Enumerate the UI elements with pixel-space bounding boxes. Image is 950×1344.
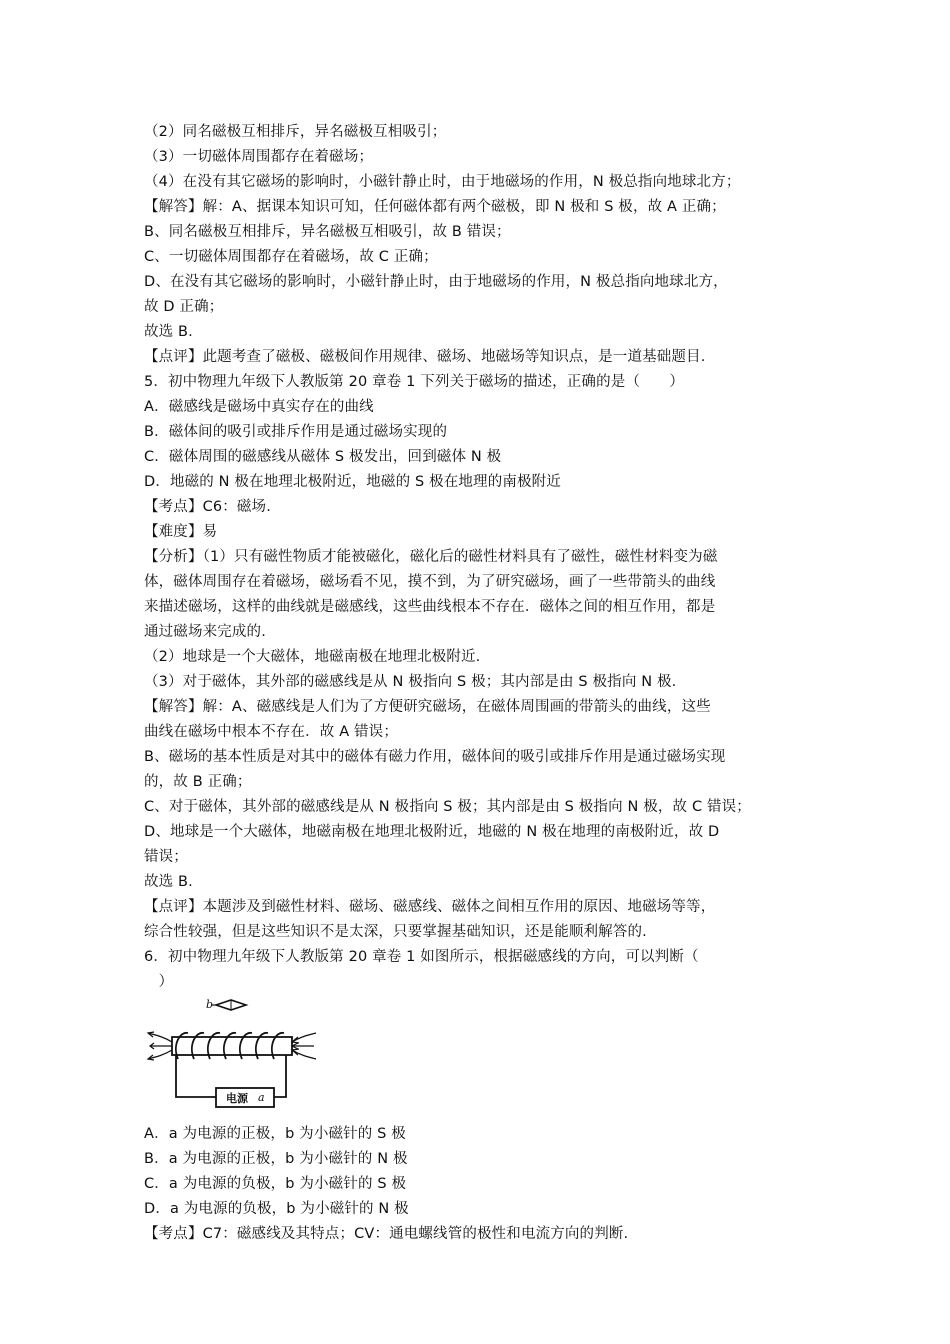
document-body bbox=[144, 120, 812, 1247]
text-line: 错误； bbox=[144, 849, 188, 865]
text-line: B、磁场的基本性质是对其中的磁体有磁力作用，磁体间的吸引或排斥作用是通过磁场实现 bbox=[144, 749, 726, 765]
text-line: 【解答】解：A、据课本知识可知，任何磁体都有两个磁极，即 N 极和 S 极，故 A 正确； bbox=[144, 199, 726, 215]
text-line: 通过磁场来完成的. bbox=[144, 624, 266, 640]
text-line: B、同名磁极互相排斥，异名磁极互相吸引，故 B 错误； bbox=[144, 224, 511, 240]
text-line: （2）地球是一个大磁体，地磁南极在地理北极附近. bbox=[144, 649, 481, 665]
needle-label: b bbox=[206, 998, 214, 1011]
text-line: 故选 B. bbox=[144, 324, 193, 340]
text-line: 综合性较强，但是这些知识不是太深，只要掌握基础知识，还是能顺利解答的. bbox=[144, 924, 647, 940]
power-source-label: 电源 bbox=[226, 1092, 248, 1105]
text-line: ） bbox=[144, 974, 174, 990]
text-line: C．a 为电源的负极，b 为小磁针的 S 极 bbox=[144, 1176, 407, 1192]
text-line: 体，磁体周围存在着磁场，磁场看不见，摸不到，为了研究磁场，画了一些带箭头的曲线 bbox=[144, 574, 716, 590]
text-line: D．a 为电源的负极，b 为小磁针的 N 极 bbox=[144, 1201, 409, 1217]
text-line: 【点评】本题涉及到磁性材料、磁场、磁感线、磁体之间相互作用的原因、地磁场等等， bbox=[144, 899, 716, 915]
text-line: D、地球是一个大磁体，地磁南极在地理北极附近，地磁的 N 极在地理的南极附近，故 D bbox=[144, 824, 720, 840]
text-line: C．磁体周围的磁感线从磁体 S 极发出，回到磁体 N 极 bbox=[144, 449, 502, 465]
text-line: 【解答】解：A、磁感线是人们为了方便研究磁场，在磁体周围画的带箭头的曲线，这些 bbox=[144, 699, 711, 715]
field-lines-left bbox=[148, 1032, 172, 1060]
text-line: 【点评】此题考查了磁极、磁极间作用规律、磁场、地磁场等知识点，是一道基础题目. bbox=[144, 349, 706, 365]
text-line: 【分析】（1）只有磁性物质才能被磁化，磁化后的磁性材料具有了磁性，磁性材料变为磁 bbox=[144, 549, 718, 565]
text-line: 的，故 B 正确； bbox=[144, 774, 252, 790]
text-line: （4）在没有其它磁场的影响时，小磁针静止时，由于地磁场的作用，N 极总指向地球北方； bbox=[144, 174, 741, 190]
text-line: 故选 B. bbox=[144, 874, 193, 890]
text-line: 【难度】易 bbox=[144, 524, 218, 540]
text-block-before-figure bbox=[144, 120, 812, 995]
text-line: C、一切磁体周围都存在着磁场，故 C 正确； bbox=[144, 249, 438, 265]
text-line: D、在没有其它磁场的影响时，小磁针静止时，由于地磁场的作用，N 极总指向地球北方， bbox=[144, 274, 728, 290]
text-line: （3）对于磁体，其外部的磁感线是从 N 极指向 S 极；其内部是由 S 极指向 N 极. bbox=[144, 674, 677, 690]
text-line: 故 D 正确； bbox=[144, 299, 224, 315]
text-line: （2）同名磁极互相排斥，异名磁极互相吸引； bbox=[144, 124, 447, 140]
solenoid-diagram bbox=[146, 997, 326, 1120]
field-lines-right bbox=[292, 1033, 316, 1059]
text-line: B．a 为电源的正极，b 为小磁针的 N 极 bbox=[144, 1151, 408, 1167]
text-line: C、对于磁体，其外部的磁感线是从 N 极指向 S 极；其内部是由 S 极指向 N 极，故 C 错误； bbox=[144, 799, 751, 815]
text-line: （3）一切磁体周围都存在着磁场； bbox=[144, 149, 374, 165]
text-block-after-figure bbox=[144, 1122, 812, 1247]
text-line: 【考点】C6：磁场. bbox=[144, 499, 271, 515]
circuit-wires bbox=[176, 1055, 286, 1097]
text-line: B．磁体间的吸引或排斥作用是通过磁场实现的 bbox=[144, 424, 448, 440]
text-line: 曲线在磁场中根本不存在．故 A 错误； bbox=[144, 724, 398, 740]
text-line: A．a 为电源的正极，b 为小磁针的 S 极 bbox=[144, 1126, 406, 1142]
text-line: 5．初中物理九年级下人教版第 20 章卷 1 下列关于磁场的描述，正确的是（ ） bbox=[144, 374, 684, 390]
terminal-label: a bbox=[258, 1091, 265, 1104]
text-line: 6．初中物理九年级下人教版第 20 章卷 1 如图所示，根据磁感线的方向，可以判断（ bbox=[144, 949, 699, 965]
text-line: D．地磁的 N 极在地理北极附近，地磁的 S 极在地理的南极附近 bbox=[144, 474, 561, 490]
text-line: 来描述磁场，这样的曲线就是磁感线，这些曲线根本不存在．磁体之间的相互作用，都是 bbox=[144, 599, 716, 615]
text-line: 【考点】C7：磁感线及其特点；CV：通电螺线管的极性和电流方向的判断. bbox=[144, 1226, 629, 1242]
text-line: A．磁感线是磁场中真实存在的曲线 bbox=[144, 399, 374, 415]
solenoid-figure bbox=[144, 995, 812, 1122]
